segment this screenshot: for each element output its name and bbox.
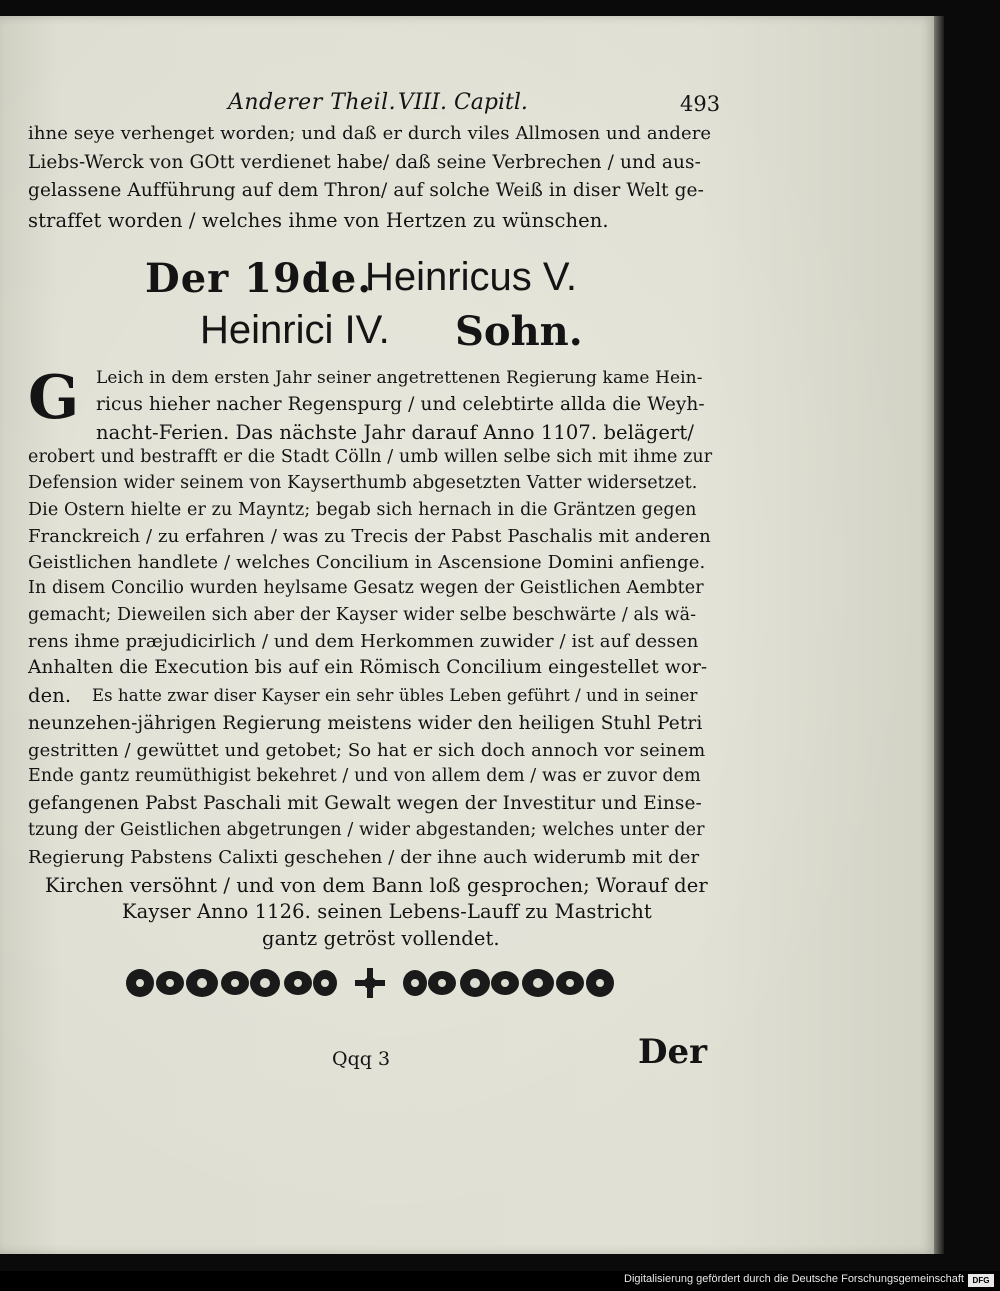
text-line: ricus hieher nacher Regenspurg / und celebtirte allda die Weyh- xyxy=(96,394,705,416)
text-line: gestritten / gewüttet und getobet; So hat er sich doch annoch vor seinem xyxy=(28,739,706,761)
ornament-cross xyxy=(355,968,385,998)
text-line: neunzehen-jährigen Regierung meistens wider den heiligen Stuhl Petri xyxy=(28,712,703,734)
text-line: Die Ostern hielte er zu Mayntz; begab sich hernach in die Gräntzen gegen xyxy=(28,499,697,520)
title-line2-son: Sohn. xyxy=(455,308,583,355)
text-line: Geistlichen handlete / welches Concilium in Ascensione Domini anfienge. xyxy=(28,552,706,574)
text-line: Kayser Anno 1126. seinen Lebens-Lauff zu Mastricht xyxy=(122,900,652,924)
running-head-part: Anderer Theil. xyxy=(228,90,397,115)
text-line: Liebs-Werck von GOtt verdienet habe/ daß seine Verbrechen / und aus- xyxy=(28,151,702,173)
catchword: Der xyxy=(638,1032,708,1072)
text-line: Leich in dem ersten Jahr seiner angetrettenen Regierung kame Hein- xyxy=(96,368,703,388)
text-line: gantz getröst vollendet. xyxy=(262,927,500,951)
title-line1-ordinal: Der 19de. xyxy=(145,255,373,302)
text-line: rens ihme præjudicirlich / und dem Herkommen zuwider / ist auf dessen xyxy=(28,631,699,652)
footer-bar xyxy=(0,1271,1000,1291)
text-line: gelassene Aufführung auf dem Thron/ auf solche Weiß in diser Welt ge- xyxy=(28,180,704,201)
text-line: ihne seye verhenget worden; und daß er durch viles Allmosen und andere xyxy=(28,123,712,144)
text-line: Anhalten die Execution bis auf ein Römisch Concilium eingestellet wor- xyxy=(28,657,708,679)
text-line: Ende gantz reumüthigist bekehret / und von allem dem / was er zuvor dem xyxy=(28,766,701,787)
text-line: In disem Concilio wurden heylsame Gesatz wegen der Geistlichen Aembter xyxy=(28,578,704,599)
text-line: nacht-Ferien. Das nächste Jahr darauf Anno 1107. belägert/ xyxy=(96,420,695,444)
funding-credit: Digitalisierung gefördert durch die Deutsche Forschungsgemeinschaft xyxy=(624,1273,964,1285)
text-line: straffet worden / welches ihme von Hertzen zu wünschen. xyxy=(28,208,609,232)
text-line: gemacht; Dieweilen sich aber der Kayser wider selbe beschwärte / als wä- xyxy=(28,604,697,625)
text-line: Franckreich / zu erfahren / was zu Trecis der Pabst Paschalis mit anderen xyxy=(28,525,711,547)
text-line: gefangenen Pabst Paschali mit Gewalt wegen der Investitur und Einse- xyxy=(28,793,702,815)
text-line: Kirchen versöhnt / und von dem Bann loß gesprochen; Worauf der xyxy=(45,873,708,897)
signature-mark: Qqq 3 xyxy=(332,1048,391,1070)
decorated-initial: G xyxy=(28,363,80,433)
title-line2-name: Heinrici IV. xyxy=(200,308,390,352)
text-line: den. xyxy=(28,683,72,707)
title-line1-name: Heinricus V. xyxy=(365,255,577,299)
text-line: Regierung Pabstens Calixti geschehen / der ihne auch widerumb mit der xyxy=(28,846,700,868)
text-line: Defension wider seinem von Kayserthumb abgesetzten Vatter widersetzet. xyxy=(28,473,698,494)
running-head-chapter: VIII. Capitl. xyxy=(398,90,528,115)
text-line: erobert und bestrafft er die Stadt Cölln / umb willen selbe sich mit ihme zur xyxy=(28,446,713,467)
ornament-divider-icon xyxy=(120,958,620,1008)
page-number: 493 xyxy=(680,92,721,116)
text-line: tzung der Geistlichen abgetrungen / wider abgestanden; welches unter der xyxy=(28,820,705,840)
text-line: Es hatte zwar diser Kayser ein sehr übles Leben geführt / und in seiner xyxy=(92,686,698,705)
dfg-logo-icon: DFG xyxy=(968,1274,994,1287)
page-spine-shadow xyxy=(934,16,944,1254)
